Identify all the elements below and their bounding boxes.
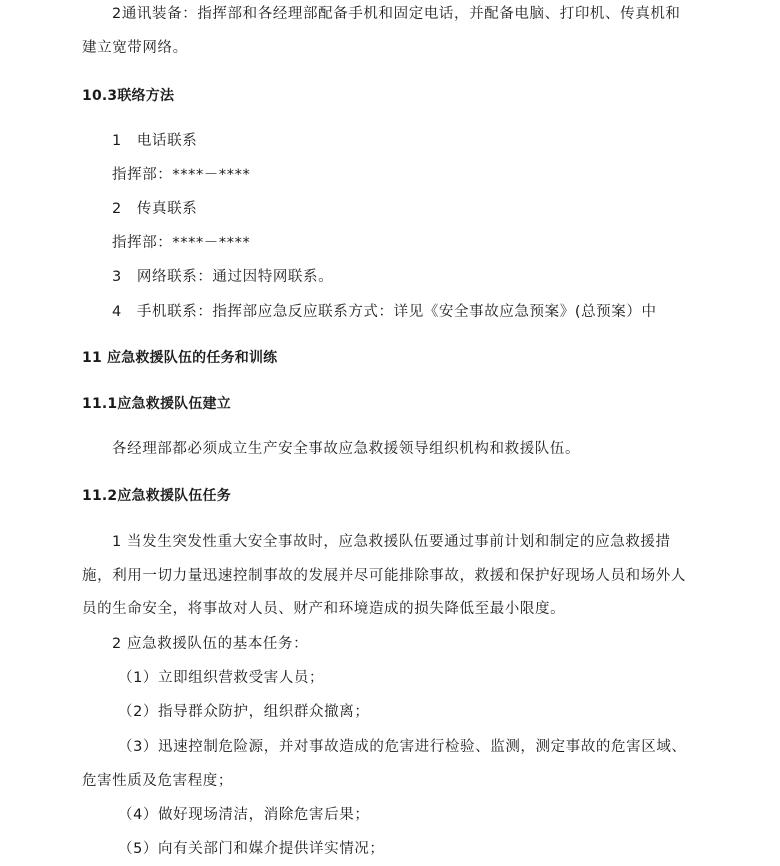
paragraph-line: 施，利用一切力量迅速控制事故的发展并尽可能排除事故，救援和保护好现场人员和场外人	[82, 568, 686, 584]
list-item: （1）立即组织营救受害人员；	[118, 670, 325, 686]
paragraph-line: 2 传真联系	[112, 201, 198, 217]
list-item: （4）做好现场清洁，消除危害后果；	[118, 807, 370, 823]
paragraph-line: 4 手机联系：指挥部应急反应联系方式：详见《安全事故应急预案》(总预案）中	[112, 304, 657, 320]
paragraph-line: 各经理部都必须成立生产安全事故应急救援领导组织机构和救援队伍。	[112, 441, 581, 457]
paragraph-line: 员的生命安全，将事故对人员、财产和环境造成的损失降低至最小限度。	[82, 601, 566, 617]
paragraph-line: 3 网络联系：通过因特网联系。	[112, 269, 334, 285]
paragraph-line: 危害性质及危害程度；	[82, 773, 233, 789]
paragraph-line: 2通讯装备：指挥部和各经理部配备手机和固定电话，并配备电脑、打印机、传真机和	[112, 6, 681, 22]
section-heading: 11.1应急救援队伍建立	[82, 396, 231, 412]
section-heading: 10.3联络方法	[82, 88, 175, 104]
paragraph-line: 1 当发生突发性重大安全事故时，应急救援队伍要通过事前计划和制定的应急救援措	[112, 534, 671, 550]
paragraph-line: 指挥部：****－****	[112, 167, 251, 183]
paragraph-line: 指挥部：****－****	[112, 235, 251, 251]
section-heading: 11 应急救援队伍的任务和训练	[82, 350, 278, 366]
paragraph-line: 建立宽带网络。	[82, 40, 188, 56]
list-item: （3）迅速控制危险源，并对事故造成的危害进行检验、监测，测定事故的危害区域、	[118, 739, 687, 755]
list-item: （5）向有关部门和媒介提供详实情况；	[118, 841, 385, 857]
section-heading: 11.2应急救援队伍任务	[82, 488, 231, 504]
paragraph-line: 1 电话联系	[112, 133, 198, 149]
paragraph-line: 2 应急救援队伍的基本任务：	[112, 636, 309, 652]
list-item: （2）指导群众防护，组织群众撤离；	[118, 704, 370, 720]
